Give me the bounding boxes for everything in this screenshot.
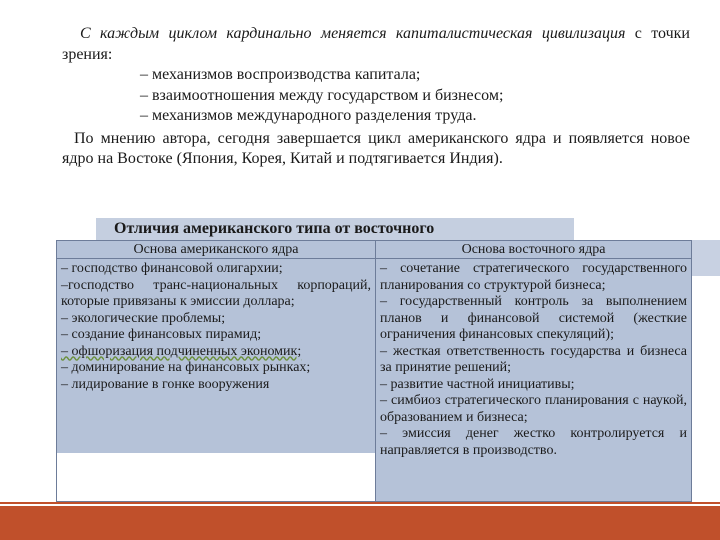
intro-lead-rest: с точки зрения: [62, 25, 690, 63]
intro-text [62, 24, 690, 170]
list-item: – жесткая ответственность государства и бизнеса за принятие решений; [380, 343, 687, 375]
list-item: – господство финансовой олигархии; [61, 261, 283, 276]
footer-accent-bar [0, 506, 720, 540]
intro-dash-item: – взаимоотношения между государством и бизнесом; [140, 86, 504, 104]
list-item: – офшоризация подчиненных экономик; [61, 343, 302, 359]
intro-dash-item: – механизмов международного разделения труда. [140, 107, 477, 124]
list-item: – симбиоз стратегического планирования с наукой, образованием и бизнеса; [380, 393, 687, 425]
list-item: –господство транс-национальных корпораций, которые привязаны к эмиссии доллара; [61, 277, 371, 309]
list-item: – лидирование в гонке вооружения [61, 376, 270, 392]
intro-lead-emphasis: С каждым циклом кардинально меняется капиталистическая цивилизация [80, 25, 626, 42]
column-header-american: Основа американского ядра [57, 241, 375, 259]
table-column-eastern [376, 241, 691, 501]
comparison-table [56, 240, 692, 502]
list-item: – государственный контроль за выполнением планов и финансовой системой (жесткие ограничения финансовых спекуляций); [380, 294, 687, 342]
american-core-list [57, 259, 375, 393]
column-blank-area [57, 453, 375, 501]
footer-accent-line [0, 502, 720, 504]
list-item: – эмиссия денег жестко контролируется и направляется в производство. [380, 426, 687, 458]
eastern-core-list [376, 259, 691, 459]
list-item: – экологические проблемы; [61, 310, 226, 326]
table-title: Отличия американского типа от восточного [96, 218, 574, 240]
table-column-american [57, 241, 376, 501]
list-item: – сочетание стратегического государственного планирования со структурой бизнеса; [380, 261, 687, 293]
list-item: – создание финансовых пирамид; [61, 327, 262, 342]
intro-lead [62, 24, 690, 65]
list-item: – доминирование на финансовых рынках; [61, 360, 311, 375]
intro-dash-item: – механизмов воспроизводства капитала; [140, 66, 421, 83]
list-item: – развитие частной инициативы; [380, 376, 575, 392]
column-header-eastern: Основа восточного ядра [376, 241, 691, 259]
intro-paragraph-2: По мнению автора, сегодня завершается цикл американского ядра и появляется новое ядро на Востоке (Япония, Корея, Китай и подтягивается Индия). [62, 129, 690, 167]
